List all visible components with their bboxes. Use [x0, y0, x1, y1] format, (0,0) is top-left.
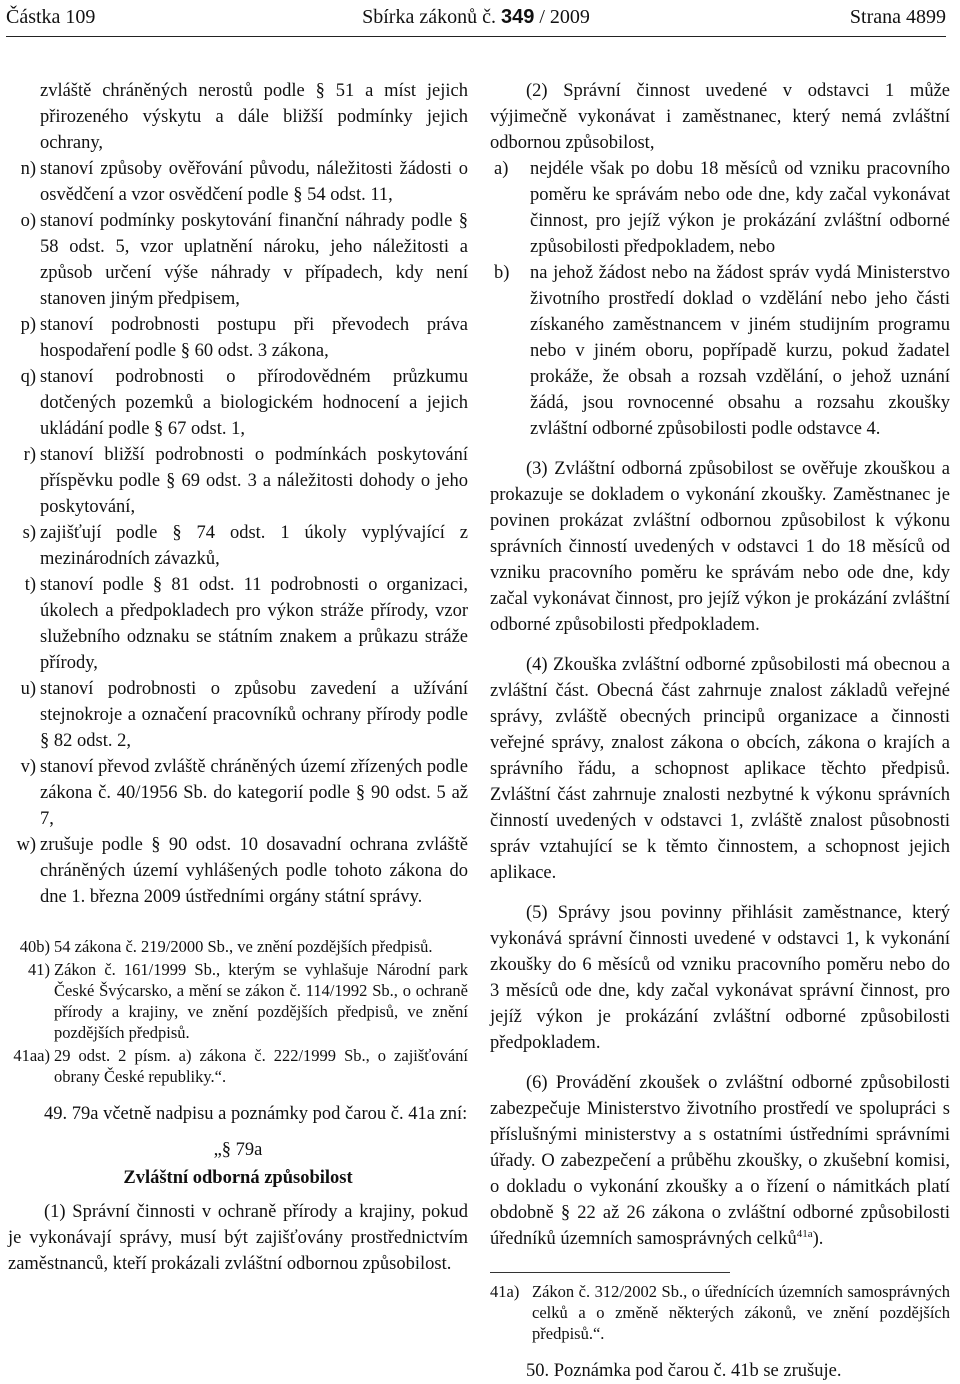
- footnote: [490, 1281, 950, 1344]
- list-item: [8, 520, 468, 572]
- paragraph-4: (4) Zkouška zvláštní odborné způsobilosti má obecnou a zvláštní část. Obecná část zahrnuje znalost základů veřejné správy, zvláště obecných principů organizace a činnosti veřejné správy, znalost zákona o obcích, zákona o krajích a správního řádu, a schopnost aplikace těchto předpisů. Zvláštní část zahrnuje znalosti nezbytné k výkonu správních činností uvedených v odstavci 1, zvláště znalost působnosti správ vztahující se k těmto činnostem, a schopnost jejich aplikace.: [490, 655, 950, 883]
- paragraph-6-end: ).: [812, 1229, 824, 1249]
- footnote-ref: 41a: [796, 1227, 813, 1240]
- footnote: [8, 1045, 468, 1087]
- collection-year: / 2009: [539, 6, 590, 28]
- paragraph-1: (1) Správní činnosti v ochraně přírody a krajiny, pokud je vykonávají správy, musí být zajišťovány prostřednictvím zaměstnanců, kteří prokázali zvláštní odbornou způsobilost.: [8, 1202, 468, 1274]
- paragraph-6: [490, 1070, 950, 1252]
- sub-marker: b): [494, 263, 510, 283]
- footnote-text: 54 zákona č. 219/2000 Sb., ve znění pozdějších předpisů.: [54, 937, 433, 956]
- item-text: stanoví podrobnosti o způsobu zavedení a užívání stejnokroje a označení pracovníků ochrany přírody podle § 82 odst. 2,: [40, 679, 468, 751]
- item-text: stanoví podrobnosti o přírodovědném průzkumu dotčených pozemků a biologickém hodnocení a jejich ukládání podle § 67 odst. 1,: [40, 367, 468, 439]
- item-marker: p): [20, 315, 36, 335]
- footnote-text: Zákon č. 161/1999 Sb., kterým se vyhlašuje Národní park České Švýcarsko, a mění se zákon č. 114/1992 Sb., o ochraně přírody a krajiny, ve znění pozdějších předpisů, ve znění pozdějších předpisů.: [54, 960, 468, 1042]
- item-text: stanoví podle § 81 odst. 11 podrobnosti o organizaci, úkolech a předpokladech pro výkon stráže přírody, vzor služebního odznaku se státním znakem a průkazu stráže přírody,: [40, 575, 468, 673]
- item-text: stanoví převod zvláště chráněných území zřízených podle zákona č. 40/1956 Sb. do kategorií podle § 90 odst. 5 až 7,: [40, 757, 468, 829]
- left-column: [8, 78, 468, 1277]
- item-text: stanoví bližší podrobnosti o podmínkách poskytování příspěvku podle § 69 odst. 3 a náležitosti dohody o jeho poskytování,: [40, 445, 468, 517]
- paragraph-5: (5) Správy jsou povinny přihlásit zaměstnance, který vykonává správní činnosti uvedené v odstavci 1, k vykonání zkoušky do 6 měsíců od vzniku pracovního poměru nebo do 3 měsíců ode dne, kdy začal vykonávat správní činnost, pro jejíž výkon je prokázání zvláštní odborné způsobilosti předpokladem.: [490, 903, 950, 1053]
- list-item: [8, 754, 468, 832]
- intro-continuation: zvláště chráněných nerostů podle § 51 a míst jejich přirozeného výskytu a dále bližší podmínky jejich ochrany,: [40, 81, 468, 153]
- section-title: Zvláštní odborná způsobilost: [123, 1168, 353, 1188]
- footnote: [8, 936, 468, 957]
- page-header: [6, 4, 946, 38]
- list-item: [8, 676, 468, 754]
- item-marker: n): [20, 159, 36, 179]
- item-marker: s): [22, 523, 36, 543]
- list-item: [8, 156, 468, 208]
- footnote: [8, 959, 468, 1043]
- collection-prefix: Sbírka zákonů č.: [362, 6, 496, 28]
- item-text: zrušuje podle § 90 odst. 10 dosavadní ochrana zvláště chráněných území vyhlášených podle tohoto zákona do dne 1. března 2009 ústředními orgány státní správy.: [40, 835, 468, 907]
- header-rule: [6, 36, 946, 37]
- list-item: [8, 832, 468, 910]
- list-item: [8, 312, 468, 364]
- sub-text: na jehož žádost nebo na žádost správ vydá Ministerstvo životního prostředí doklad o vzdělání nebo jeho části získaného zaměstnancem v jiném studijním programu nebo v jiném oboru, popřípadě kurzu, pokud žadatel prokáže, že obsah a rozsah vzdělání, o jehož uznání žádá, jsou rovnocenné obsahu a rozsahu zkoušky zvláštní odborné způsobilosti podle odstavce 4.: [530, 263, 950, 439]
- footnote-rule: [490, 1272, 730, 1273]
- item-marker: w): [16, 835, 36, 855]
- item-marker: o): [20, 211, 36, 231]
- list-item: [8, 364, 468, 442]
- footnote-marker: 41): [28, 960, 50, 979]
- point-50: 50. Poznámka pod čarou č. 41b se zrušuje.: [526, 1361, 842, 1381]
- list-item: [8, 208, 468, 312]
- collection-title: [362, 4, 590, 30]
- footnote-text: Zákon č. 312/2002 Sb., o úřednících územních samosprávných celků a o změně některých zákonů, ve znění pozdějších předpisů.“.: [532, 1282, 950, 1343]
- item-text: stanoví způsoby ověřování původu, náležitosti žádosti o osvědčení a vzor osvědčení podle § 54 odst. 11,: [40, 159, 468, 205]
- sub-item: [490, 156, 950, 260]
- item-text: zajišťují podle § 74 odst. 1 úkoly vyplývající z mezinárodních závazků,: [40, 523, 468, 569]
- footnote-marker: 40b): [19, 937, 50, 956]
- item-marker: v): [20, 757, 36, 777]
- list-item: [8, 572, 468, 676]
- item-text: stanoví podmínky poskytování finanční náhrady podle § 58 odst. 5, vzor uplatnění nároku, jeho náležitosti a způsob určení výše náhrady v případech, kdy není stanoven jiným předpisem,: [40, 211, 468, 309]
- paragraph-2: (2) Správní činnost uvedené v odstavci 1 může výjimečně vykonávat i zaměstnanec, který nemá zvláštní odbornou způsobilost,: [490, 81, 950, 153]
- item-marker: u): [20, 679, 36, 699]
- item-marker: r): [23, 445, 36, 465]
- list-item: [8, 442, 468, 520]
- page-number: Strana 4899: [849, 6, 946, 28]
- sub-text: nejdéle však po dobu 18 měsíců od vzniku pracovního poměru ke správám nebo ode dne, kdy začal vykonávat činnost, pro jejíž výkon je prokázání zvláštní odborné způsobilosti předpokladem, nebo: [530, 159, 950, 257]
- section-number: „§ 79a: [213, 1140, 263, 1160]
- sub-marker: a): [494, 159, 509, 179]
- paragraph-6-text: (6) Provádění zkoušek o zvláštní odborné způsobilosti zabezpečuje Ministerstvo životního prostředí ve spolupráci s příslušnými ministerstvy a s ostatními ústředními správními úřady. O zabezpečení a průběhu zkoušky, o zkušební komisi, o dokladu o vykonání zkoušky a o řízení o námitkách platí obdobně § 22 až 26 zákona o zvláštní odborné způsobilosti úředníků územních samosprávných celků: [490, 1073, 950, 1249]
- footnote-marker: 41aa): [13, 1046, 50, 1065]
- point-49: 49. 79a včetně nadpisu a poznámky pod čarou č. 41a zní:: [44, 1104, 468, 1124]
- item-marker: q): [20, 367, 36, 387]
- footnote-text: 29 odst. 2 písm. a) zákona č. 222/1999 Sb., o zajišťování obrany České republiky.“.: [54, 1046, 468, 1086]
- item-marker: t): [24, 575, 36, 595]
- sub-item: [490, 260, 950, 442]
- footnotes: [8, 936, 468, 1087]
- right-column: [490, 78, 950, 1384]
- paragraph-3: (3) Zvláštní odborná způsobilost se ověřuje zkouškou a prokazuje se dokladem o vykonání zkoušky. Zaměstnanec je povinen prokázat zvláštní odbornou způsobilost k výkonu správních činností uvedených v odstavci 1 do 18 měsíců od vzniku pracovního poměru ke správám nebo ode dne, kdy začal vykonávat činnost, pro jejíž výkon je prokázání zvláštní odborné způsobilosti předpokladem.: [490, 459, 950, 635]
- item-text: stanoví podrobnosti postupu při převodech práva hospodaření podle § 60 odst. 3 zákona,: [40, 315, 468, 361]
- issue-number: Částka 109: [6, 6, 96, 28]
- footnote-marker: 41a): [490, 1282, 520, 1301]
- law-number: 349: [500, 6, 535, 28]
